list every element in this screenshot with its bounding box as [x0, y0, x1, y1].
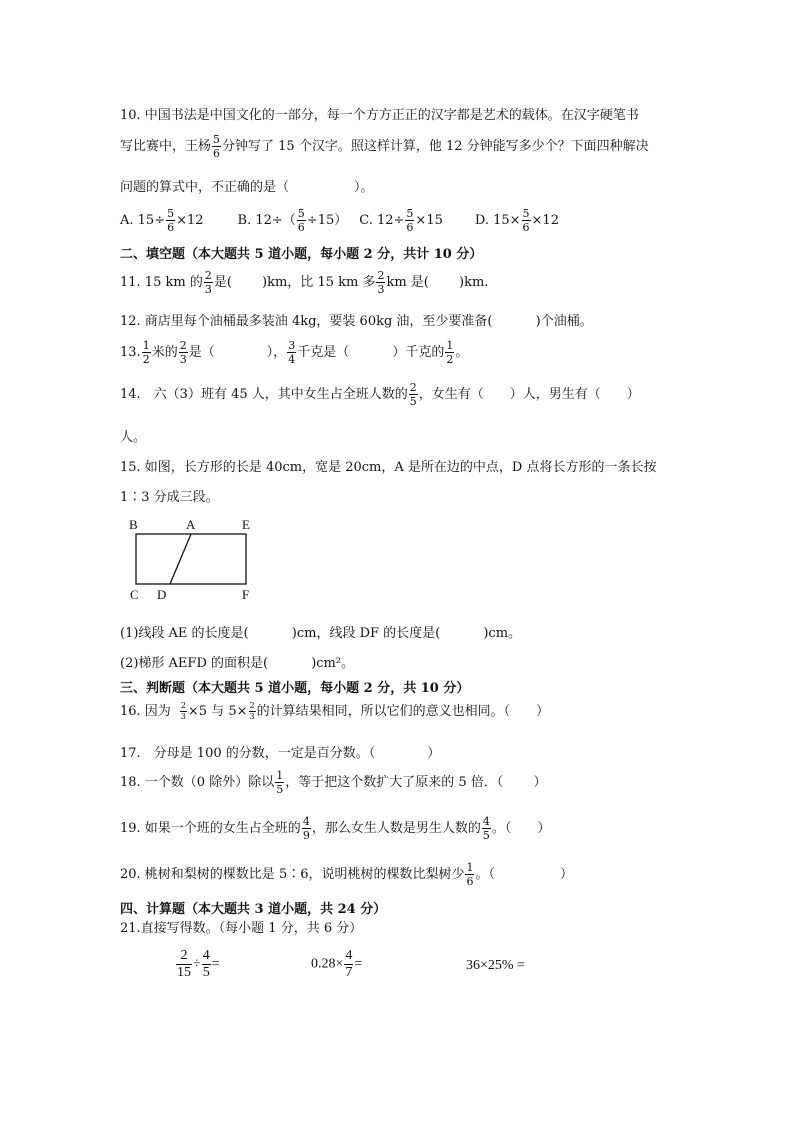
- q11: 11. 15 km 的 $\frac{2}{3}$ 是( )km，比 15 km 多 $\frac{2}{3}$ km 是( )km.: [120, 269, 489, 296]
- fraction: $\frac{5}{6}$: [213, 133, 221, 160]
- q14-line2: 人。: [120, 430, 147, 445]
- q16: 16. 因为 $\frac{2}{3}$ ×5 与 5× $\frac{2}{3}$ 的计算结果相同，所以它们的意义也相同。（ ）: [120, 701, 550, 721]
- q15-sub2: (2)梯形 AEFD 的面积是( )cm²。: [120, 656, 355, 671]
- rectangle-outline: [136, 534, 246, 584]
- section-heading-calculation: 四、计算题（本大题共 3 道小题，共 24 分）: [120, 902, 387, 917]
- label-c: C: [130, 587, 139, 602]
- option-b: B. 12÷（ $\frac{5}{6}$ ÷15）: [237, 207, 348, 234]
- option-d: D. 15× $\frac{5}{6}$ ×12: [474, 207, 559, 234]
- section-heading-judgment: 三、判断题（本大题共 5 道小题，每小题 2 分，共 10 分）: [120, 681, 470, 696]
- q10-line3: 问题的算式中，不正确的是（ ）。: [120, 180, 374, 195]
- calc-expression-1: $\frac{2}{15}$ ÷ $\frac{4}{5}$ =: [177, 948, 220, 980]
- label-e: E: [242, 517, 250, 532]
- label-b: B: [129, 517, 138, 532]
- calc-expression-3: 36×25% =: [466, 958, 525, 973]
- q21: 21.直接写得数。（每小题 1 分，共 6 分）: [120, 921, 363, 936]
- q18: 18. 一个数（0 除外）除以 $\frac{1}{5}$ ，等于把这个数扩大了原来的 5 倍．（ ）: [120, 769, 547, 796]
- q15-sub1: (1)线段 AE 的长度是( )cm，线段 DF 的长度是( )cm。: [120, 626, 522, 641]
- q12: 12. 商店里每个油桶最多装油 4kg，要装 60kg 油，至少要准备( )个油桶。: [120, 314, 593, 329]
- label-f: F: [242, 587, 250, 602]
- q10-line2: 写比赛中，王杨 $\frac{5}{6}$ 分钟写了 15 个汉字。照这样计算，他 12 分钟能写多少个？下面四种解决: [120, 133, 649, 160]
- q14-line1: 14. 六（3）班有 45 人，其中女生占全班人数的 $\frac{2}{5}$ ，女生有（ ）人，男生有（ ）: [120, 381, 640, 408]
- segment-ad: [170, 534, 191, 584]
- calc-expression-2: 0.28× $\frac{4}{7}$ =: [311, 948, 363, 980]
- q13: 13. $\frac{1}{2}$ 米的 $\frac{2}{3}$ 是（ ）， $\frac{3}{4}$ 千克是（ ）千克的 $\frac{1}{2}$ 。: [120, 339, 469, 366]
- q20: 20. 桃树和梨树的棵数比是 5∶6，说明桃树的棵数比梨树少 $\frac{1}{6}$ 。（ ）: [120, 861, 573, 888]
- label-d: D: [157, 587, 167, 602]
- q17: 17. 分母是 100 的分数，一定是百分数。（ ）: [120, 746, 441, 761]
- q15-line1: 15. 如图，长方形的长是 40cm，宽是 20cm，A 是所在边的中点，D 点将长方形的一条长按: [120, 460, 657, 475]
- q10-line1: 10. 中国书法是中国文化的一部分，每一个方方正正的汉字都是艺术的载体。在汉字硬笔书: [120, 108, 639, 123]
- q19: 19. 如果一个班的女生占全班的 $\frac{4}{9}$ ，那么女生人数是男生人数的 $\frac{4}{5}$ 。（ ）: [120, 815, 551, 842]
- section-heading-fill-in: 二、填空题（本大题共 5 道小题，每小题 2 分，共计 10 分）: [120, 247, 483, 262]
- q10-options: [120, 208, 559, 233]
- q15-line2: 1∶3 分成三段。: [120, 490, 219, 505]
- rectangle-diagram: [120, 512, 270, 604]
- option-a: A. 15÷ $\frac{5}{6}$ ×12: [120, 207, 204, 234]
- label-a: A: [186, 517, 196, 532]
- option-c: C. 12÷ $\frac{5}{6}$ ×15: [359, 207, 443, 234]
